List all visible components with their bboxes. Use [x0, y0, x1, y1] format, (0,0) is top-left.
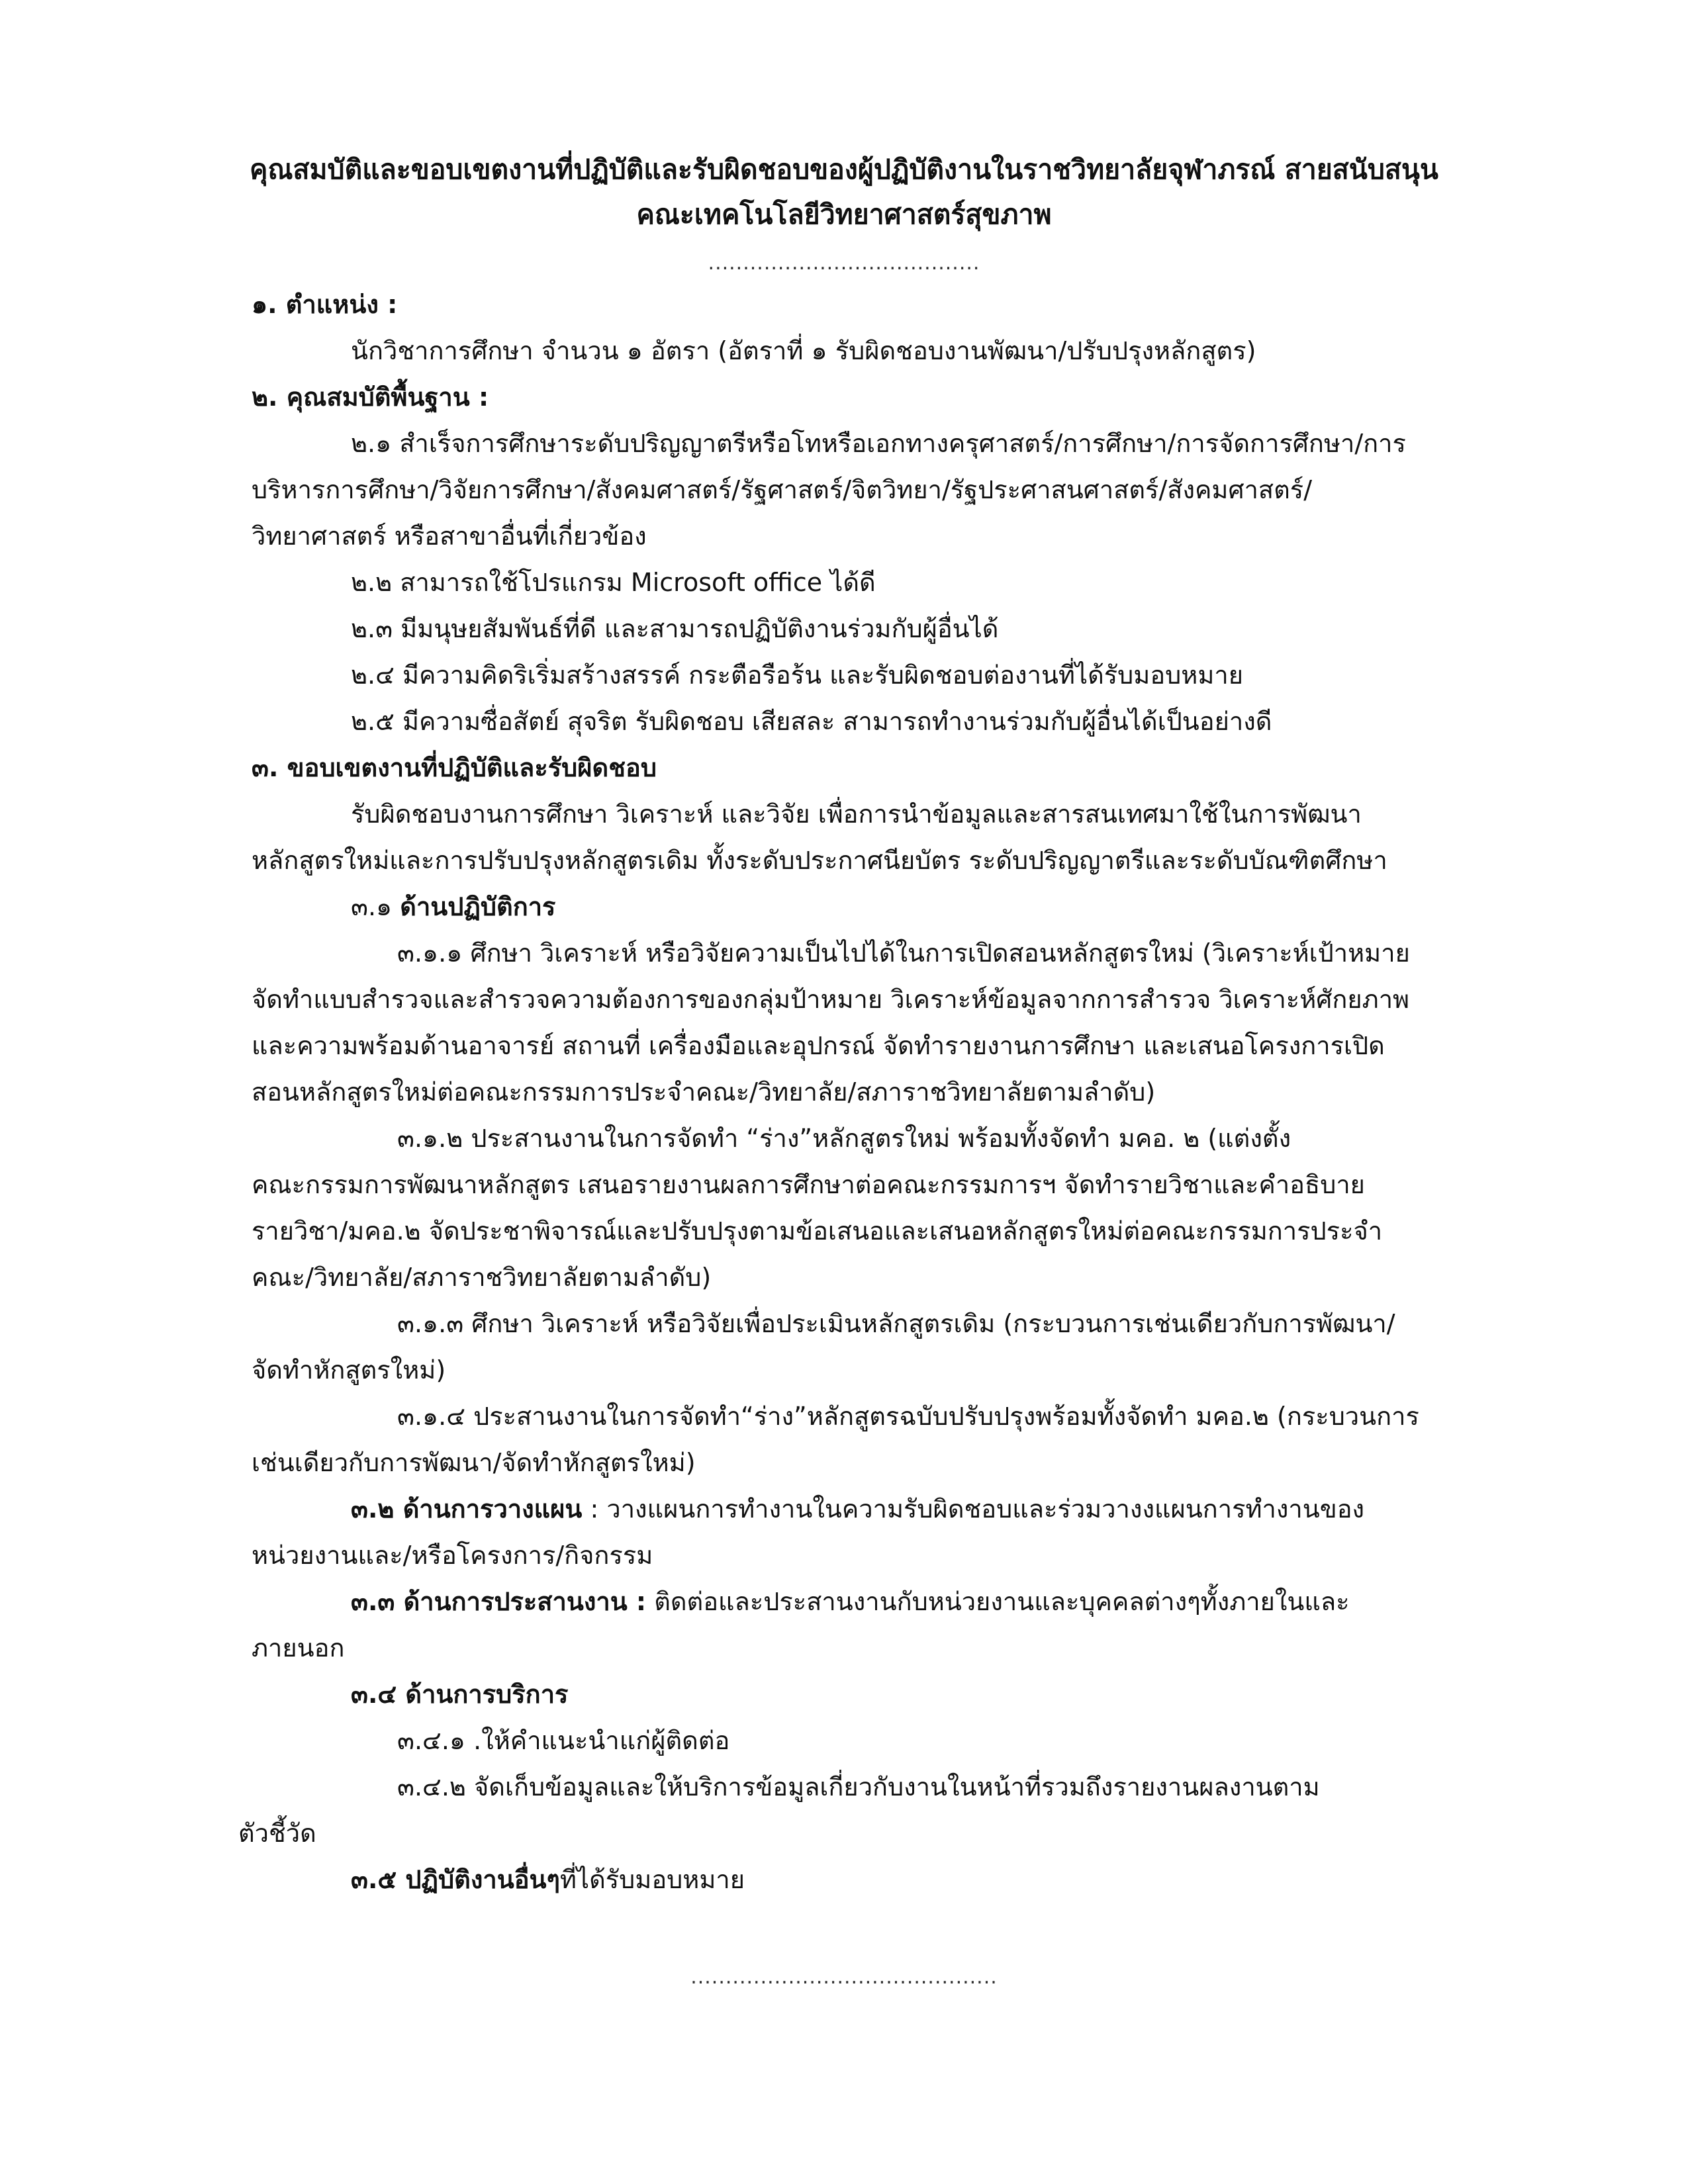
section-1-heading: ๑. ตำแหน่ง :	[252, 290, 398, 319]
item-3-4-2-line-2: ตัวชี้วัด	[238, 1819, 316, 1848]
item-3-1-1-line-3: และความพร้อมด้านอาจารย์ สถานที่ เครื่องมือและอุปกรณ์ จัดทำรายงานการศึกษา และเสนอโครงการเปิด	[252, 1031, 1385, 1060]
subsection-3-2-text: : วางแผนการทำงานในความรับผิดชอบและร่วมวางงแผนการทำงานของ	[582, 1494, 1365, 1524]
document-title-line-1: คุณสมบัติและขอบเขตงานที่ปฏิบัติและรับผิดชอบของผู้ปฏิบัติงานในราชวิทยาลัยจุฬาภรณ์ สายสนับสนุน	[250, 154, 1438, 185]
item-3-1-1-line-4: สอนหลักสูตรใหม่ต่อคณะกรรมการประจำคณะ/วิทยาลัย/สภาราชวิทยาลัยตามลำดับ)	[252, 1077, 1156, 1107]
qualification-2-1-line-3: วิทยาศาสตร์ หรือสาขาอื่นที่เกี่ยวข้อง	[252, 522, 647, 551]
item-3-1-2-line-2: คณะกรรมการพัฒนาหลักสูตร เสนอรายงานผลการศึกษาต่อคณะกรรมการฯ จัดทำรายวิชาและคำอธิบาย	[252, 1170, 1365, 1199]
subsection-3-2-line-2: หน่วยงานและ/หรือโครงการ/กิจกรรม	[252, 1541, 653, 1570]
item-3-4-2-line-1: ๓.๔.๒ จัดเก็บข้อมูลและให้บริการข้อมูลเกี่ยวกับงานในหน้าที่รวมถึงรายงานผลงานตาม	[397, 1772, 1320, 1801]
qualification-2-1-line-2: บริหารการศึกษา/วิจัยการศึกษา/สังคมศาสตร์/รัฐศาสตร์/จิตวิทยา/รัฐประศาสนศาสตร์/สังคมศาสตร์/	[252, 475, 1313, 504]
subsection-3-3	[351, 1583, 1350, 1620]
qualification-2-2: ๒.๒ สามารถใช้โปรแกรม Microsoft office ได้ดี	[351, 568, 876, 597]
item-3-1-4-line-2: เช่นเดียวกับการพัฒนา/จัดทำหักสูตรใหม่)	[252, 1448, 696, 1477]
qualification-2-4: ๒.๔ มีความคิดริเริ่มสร้างสรรค์ กระตือรือร้น และรับผิดชอบต่องานที่ได้รับมอบหมาย	[351, 660, 1243, 690]
item-3-1-3-line-2: จัดทำหักสูตรใหม่)	[252, 1355, 446, 1385]
subsection-3-2	[351, 1490, 1364, 1527]
item-3-1-3-line-1: ๓.๑.๓ ศึกษา วิเคราะห์ หรือวิจัยเพื่อประเมินหลักสูตรเดิม (กระบวนการเช่นเดียวกับการพัฒนา/	[397, 1309, 1395, 1338]
subsection-3-1-title: ด้านปฏิบัติการ	[400, 892, 556, 921]
qualification-2-3: ๒.๓ มีมนุษยสัมพันธ์ที่ดี และสามารถปฏิบัติงานร่วมกับผู้อื่นได้	[351, 614, 999, 643]
subsection-3-4-title: ๓.๔ ด้านการบริการ	[351, 1680, 569, 1709]
subsection-3-2-title: ๓.๒ ด้านการวางแผน	[351, 1494, 583, 1524]
title-separator-dots: .......................................	[708, 251, 980, 275]
subsection-3-1-heading	[351, 888, 555, 925]
item-3-4-1: ๓.๔.๑ .ให้คำแนะนำแก่ผู้ติดต่อ	[397, 1726, 730, 1755]
section-3-heading: ๓. ขอบเขตงานที่ปฏิบัติและรับผิดชอบ	[252, 753, 657, 782]
item-3-1-2-line-1: ๓.๑.๒ ประสานงานในการจัดทำ “ร่าง”หลักสูตรใหม่ พร้อมทั้งจัดทำ มคอ. ๒ (แต่งตั้ง	[397, 1124, 1291, 1153]
item-3-1-1-line-1: ๓.๑.๑ ศึกษา วิเคราะห์ หรือวิจัยความเป็นไปได้ในการเปิดสอนหลักสูตรใหม่ (วิเคราะห์เป้าหมาย	[397, 938, 1410, 968]
scope-intro-line-2: หลักสูตรใหม่และการปรับปรุงหลักสูตรเดิม ทั้งระดับประกาศนียบัตร ระดับปริญญาตรีและระดับบัณฑิตศึกษา	[252, 846, 1387, 875]
item-3-1-2-line-3: รายวิชา/มคอ.๒ จัดประชาพิจารณ์และปรับปรุงตามข้อเสนอและเสนอหลักสูตรใหม่ต่อคณะกรรมการประจำ	[252, 1216, 1383, 1246]
qualification-2-1-line-1: ๒.๑ สำเร็จการศึกษาระดับปริญญาตรีหรือโทหรือเอกทางครุศาสตร์/การศึกษา/การจัดการศึกษา/การ	[351, 429, 1406, 458]
position-text: นักวิชาการศึกษา จำนวน ๑ อัตรา (อัตราที่ ๑ รับผิดชอบงานพัฒนา/ปรับปรุงหลักสูตร)	[351, 336, 1256, 365]
document-title-line-2: คณะเทคโนโลยีวิทยาศาสตร์สุขภาพ	[636, 199, 1052, 230]
scope-intro-line-1: รับผิดชอบงานการศึกษา วิเคราะห์ และวิจัย เพื่อการนำข้อมูลและสารสนเทศมาใช้ในการพัฒนา	[351, 799, 1362, 829]
subsection-3-3-line-2: ภายนอก	[252, 1633, 345, 1662]
subsection-3-3-title: ๓.๓ ด้านการประสานงาน :	[351, 1587, 647, 1616]
subsection-3-5-text: ที่ได้รับมอบหมาย	[559, 1865, 745, 1894]
subsection-3-3-text: ติดต่อและประสานงานกับหน่วยงานและบุคคลต่างๆทั้งภายในและ	[646, 1587, 1350, 1616]
item-3-1-1-line-2: จัดทำแบบสำรวจและสำรวจความต้องการของกลุ่มป้าหมาย วิเคราะห์ข้อมูลจากการสำรวจ วิเคราะห์ศักยภาพ	[252, 985, 1410, 1014]
subsection-3-1-number: ๓.๑	[351, 892, 400, 921]
item-3-1-4-line-1: ๓.๑.๔ ประสานงานในการจัดทำ“ร่าง”หลักสูตรฉบับปรับปรุงพร้อมทั้งจัดทำ มคอ.๒ (กระบวนการ	[397, 1402, 1419, 1431]
qualification-2-5: ๒.๕ มีความซื่อสัตย์ สุจริต รับผิดชอบ เสียสละ สามารถทำงานร่วมกับผู้อื่นได้เป็นอย่างดี	[351, 707, 1272, 736]
subsection-3-5	[351, 1861, 745, 1898]
footer-separator-dots: ............................................	[690, 1966, 998, 1989]
section-2-heading: ๒. คุณสมบัติพื้นฐาน :	[252, 383, 489, 412]
subsection-3-5-title: ๓.๕ ปฏิบัติงานอื่นๆ	[351, 1865, 560, 1894]
item-3-1-2-line-4: คณะ/วิทยาลัย/สภาราชวิทยาลัยตามลำดับ)	[252, 1263, 712, 1292]
